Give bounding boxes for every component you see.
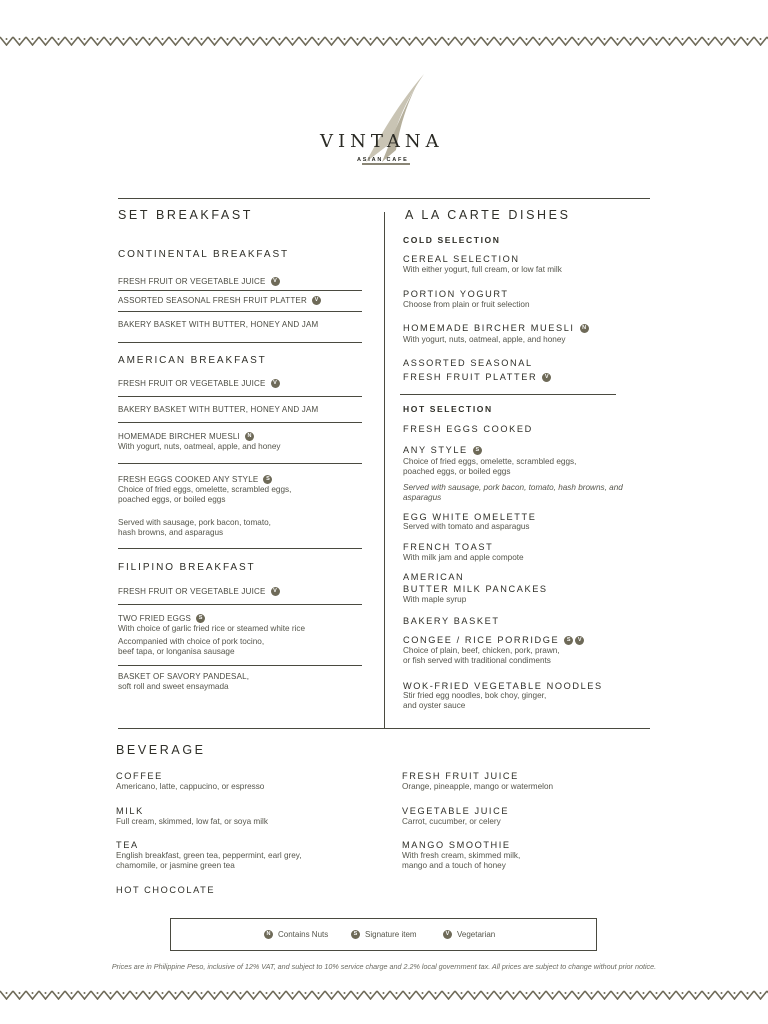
divider: [118, 396, 362, 397]
noodles-desc-1: Stir fried egg noodles, bok choy, ginger,: [403, 691, 547, 700]
pancakes-desc: With maple syrup: [403, 595, 467, 604]
coffee-desc: Americano, latte, cappucino, or espresso: [116, 782, 265, 791]
assorted-seasonal: ASSORTED SEASONAL: [403, 358, 533, 368]
yogurt-desc: Choose from plain or fruit selection: [403, 300, 530, 309]
fruit-juice-desc: Orange, pineapple, mango or watermelon: [402, 782, 554, 791]
congee-rice-porridge: CONGEE / RICE PORRIDGE S V: [403, 635, 584, 645]
smoothie-desc-2: mango and a touch of honey: [402, 861, 506, 870]
legend-nuts-label: Contains Nuts: [278, 930, 329, 939]
vegetarian-icon: V: [271, 277, 280, 286]
beverage-vegetable-juice: VEGETABLE JUICE: [402, 806, 510, 816]
bircher-muesli: HOMEMADE BIRCHER MUESLI N: [403, 323, 589, 333]
vegetarian-icon: V: [271, 379, 280, 388]
divider: [118, 463, 362, 464]
top-decorative-border: [0, 36, 768, 46]
legend-vegetarian: [443, 930, 495, 939]
filipino-item-basket: BASKET OF SAVORY PANDESAL,: [118, 672, 250, 681]
continental-item-bakery: BAKERY BASKET WITH BUTTER, HONEY AND JAM: [118, 320, 319, 329]
eggs-desc-2: poached eggs, or boiled eggs: [403, 467, 511, 476]
hot-selection-title: HOT SELECTION: [403, 404, 493, 414]
muesli-desc: With yogurt, nuts, oatmeal, apple, and honey: [403, 335, 566, 344]
american-label: AMERICAN: [403, 572, 465, 582]
filipino-accomp-1: Accompanied with choice of pork tocino,: [118, 637, 265, 646]
legend-signature-label: Signature item: [365, 930, 417, 939]
legend: [170, 918, 597, 951]
filipino-item-juice: FRESH FRUIT OR VEGETABLE JUICE V: [118, 587, 280, 596]
brand-tagline: ASIAN CAFE: [357, 157, 409, 163]
continental-item-fruit-platter: ASSORTED SEASONAL FRESH FRUIT PLATTER V: [118, 296, 321, 305]
brand-name: VINTANA: [320, 131, 444, 152]
signature-icon: S: [196, 614, 205, 623]
american-served-1: Served with sausage, pork bacon, tomato,: [118, 518, 271, 527]
beverage-fruit-juice: FRESH FRUIT JUICE: [402, 771, 519, 781]
congee-desc-1: Choice of plain, beef, chicken, pork, prawn,: [403, 646, 560, 655]
noodles-desc-2: and oyster sauce: [403, 701, 466, 710]
vegetarian-icon: V: [312, 296, 321, 305]
divider: [118, 604, 362, 605]
signature-icon: S: [473, 446, 482, 455]
eggs-served-1: Served with sausage, pork bacon, tomato, hash browns, and: [403, 483, 623, 492]
filipino-breakfast-title: FILIPINO BREAKFAST: [118, 562, 256, 573]
beverage-tea: TEA: [116, 840, 139, 850]
american-muesli-desc: With yogurt, nuts, oatmeal, apple, and honey: [118, 442, 281, 451]
cereal-desc: With either yogurt, full cream, or low fat milk: [403, 265, 562, 274]
beverage-milk: MILK: [116, 806, 144, 816]
milk-desc: Full cream, skimmed, low fat, or soya milk: [116, 817, 268, 826]
tea-desc-2: chamomile, or jasmine green tea: [116, 861, 235, 870]
legend-vegetarian-label: Vegetarian: [457, 930, 496, 939]
nuts-icon: N: [264, 930, 273, 939]
bakery-basket: BAKERY BASKET: [403, 616, 500, 626]
filipino-basket-desc: soft roll and sweet ensaymada: [118, 682, 229, 691]
beverage-mango-smoothie: MANGO SMOOTHIE: [402, 840, 511, 850]
beverage-coffee: COFFEE: [116, 771, 163, 781]
header-rule: [118, 198, 650, 199]
congee-desc-2: or fish served with traditional condiments: [403, 656, 551, 665]
portion-yogurt: PORTION YOGURT: [403, 289, 509, 299]
tea-desc-1: English breakfast, green tea, peppermint, earl grey,: [116, 851, 302, 860]
toast-desc: With milk jam and apple compote: [403, 553, 524, 562]
american-item-juice: FRESH FRUIT OR VEGETABLE JUICE V: [118, 379, 280, 388]
divider: [118, 290, 362, 291]
bottom-decorative-border: [0, 990, 768, 1000]
divider: [118, 665, 362, 666]
legend-signature: [351, 930, 417, 939]
cold-selection-title: COLD SELECTION: [403, 235, 501, 245]
eggs-served-2: asparagus: [403, 493, 442, 502]
american-item-muesli: HOMEMADE BIRCHER MUESLI N: [118, 432, 254, 441]
omelette-desc: Served with tomato and asparagus: [403, 522, 530, 531]
a-la-carte-title: A LA CARTE DISHES: [405, 208, 571, 222]
signature-icon: S: [263, 475, 272, 484]
signature-icon: S: [564, 636, 573, 645]
french-toast: FRENCH TOAST: [403, 542, 494, 552]
divider: [400, 394, 616, 395]
divider: [118, 311, 362, 312]
eggs-desc-1: Choice of fried eggs, omelette, scrambled eggs,: [403, 457, 577, 466]
set-breakfast-title: SET BREAKFAST: [118, 208, 253, 222]
filipino-eggs-desc: With choice of garlic fried rice or steamed white rice: [118, 624, 306, 633]
egg-white-omelette: EGG WHITE OMELETTE: [403, 512, 537, 522]
beverage-title: BEVERAGE: [116, 743, 206, 757]
vegetarian-icon: V: [443, 930, 452, 939]
beverage-hot-chocolate: HOT CHOCOLATE: [116, 885, 216, 895]
vegetarian-icon: V: [575, 636, 584, 645]
divider: [118, 422, 362, 423]
price-footnote: Prices are in Philippine Peso, inclusive of 12% VAT, and subject to 10% service charge and 2.2% local government tax. All prices are subject to change without prior notice.: [111, 962, 657, 971]
american-item-eggs: FRESH EGGS COOKED ANY STYLE S: [118, 475, 272, 484]
filipino-accomp-2: beef tapa, or longanisa sausage: [118, 647, 235, 656]
column-divider: [384, 212, 385, 728]
fresh-eggs-cooked: FRESH EGGS COOKED: [403, 424, 533, 434]
american-breakfast-title: AMERICAN BREAKFAST: [118, 355, 267, 366]
divider: [118, 548, 362, 549]
divider: [118, 342, 362, 343]
vegetable-juice-desc: Carrot, cucumber, or celery: [402, 817, 501, 826]
fresh-fruit-platter: FRESH FRUIT PLATTER V: [403, 372, 551, 382]
signature-icon: S: [351, 930, 360, 939]
nuts-icon: N: [580, 324, 589, 333]
vegetarian-icon: V: [271, 587, 280, 596]
butter-milk-pancakes: BUTTER MILK PANCAKES: [403, 584, 548, 594]
filipino-item-eggs: TWO FRIED EGGS S: [118, 614, 205, 623]
any-style: ANY STYLE S: [403, 445, 482, 455]
american-eggs-desc-1: Choice of fried eggs, omelette, scrambled eggs,: [118, 485, 292, 494]
nuts-icon: N: [245, 432, 254, 441]
american-served-2: hash browns, and asparagus: [118, 528, 224, 537]
legend-nuts: [264, 930, 328, 939]
american-eggs-desc-2: poached eggs, or boiled eggs: [118, 495, 226, 504]
footer-rule: [118, 728, 650, 729]
vegetarian-icon: V: [542, 373, 551, 382]
wok-fried-noodles: WOK-FRIED VEGETABLE NOODLES: [403, 681, 603, 691]
american-item-bakery: BAKERY BASKET WITH BUTTER, HONEY AND JAM: [118, 405, 319, 414]
cereal-selection: CEREAL SELECTION: [403, 254, 520, 264]
smoothie-desc-1: With fresh cream, skimmed milk,: [402, 851, 521, 860]
continental-item-juice: FRESH FRUIT OR VEGETABLE JUICE V: [118, 277, 280, 286]
continental-breakfast-title: CONTINENTAL BREAKFAST: [118, 249, 290, 260]
